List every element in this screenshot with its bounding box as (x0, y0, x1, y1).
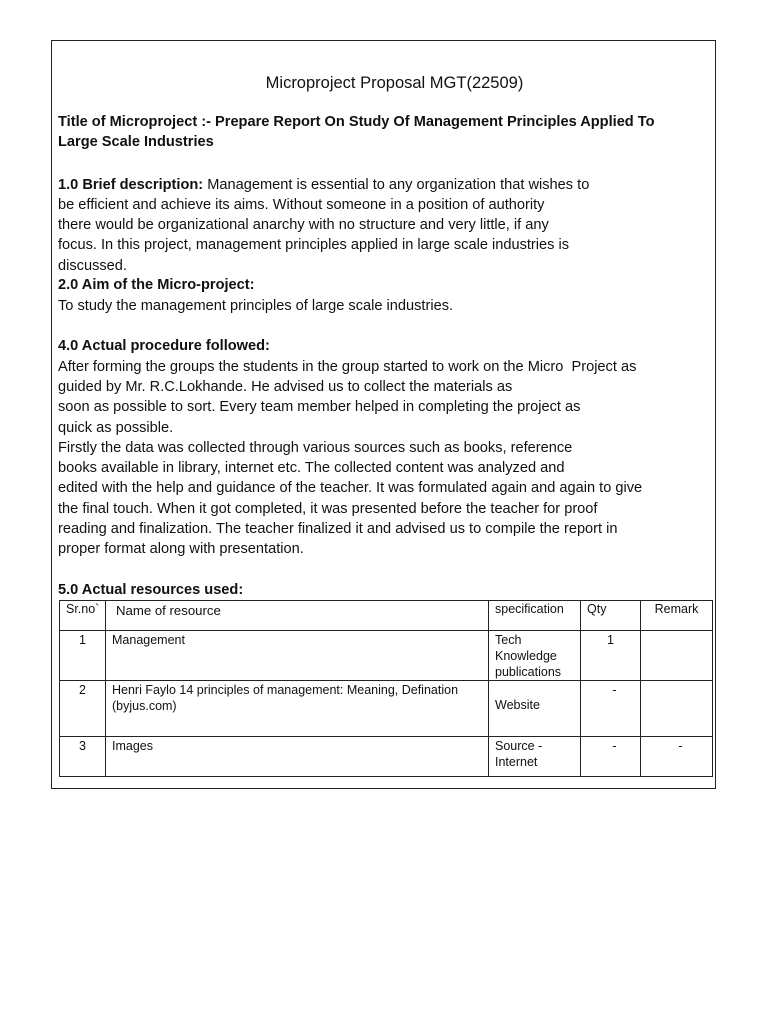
cell-name: Management (106, 631, 489, 681)
table-row (60, 681, 713, 737)
col-header-spec: specification (489, 601, 581, 631)
brief-line-1 (58, 175, 589, 195)
procedure-line: Firstly the data was collected through various sources such as books, reference (58, 440, 573, 456)
cell-qty: - (581, 737, 641, 777)
procedure-line: the final touch. When it got completed, it was presented before the teacher for proof (58, 501, 598, 517)
resources-heading: 5.0 Actual resources used: (58, 582, 244, 598)
cell-spec: Website (489, 681, 581, 737)
page-title: Microproject Proposal MGT(22509) (265, 74, 524, 92)
cell-srno: 3 (60, 737, 106, 777)
col-header-qty: Qty (581, 601, 641, 631)
cell-qty: 1 (581, 631, 641, 681)
col-header-remark: Remark (641, 601, 713, 631)
cell-remark (641, 681, 713, 737)
resources-table (59, 600, 713, 777)
procedure-line: reading and finalization. The teacher finalized it and advised us to compile the report in (58, 521, 618, 537)
brief-line: focus. In this project, management principles applied in large scale industries is (58, 237, 570, 253)
procedure-line: quick as possible. (58, 420, 174, 436)
brief-line: be efficient and achieve its aims. Without someone in a position of authority (58, 197, 545, 213)
procedure-line: books available in library, internet etc. The collected content was analyzed and (58, 460, 565, 476)
procedure-line: edited with the help and guidance of the teacher. It was formulated again and again to give (58, 480, 643, 496)
procedure-line: After forming the groups the students in the group started to work on the Micro Project as (58, 359, 637, 375)
cell-remark (641, 631, 713, 681)
cell-srno: 2 (60, 681, 106, 737)
procedure-line: proper format along with presentation. (58, 541, 304, 557)
brief-line: there would be organizational anarchy with no structure and very little, if any (58, 217, 549, 233)
table-row (60, 631, 713, 681)
col-header-name: Name of resource (106, 601, 489, 631)
cell-remark: - (641, 737, 713, 777)
procedure-line: guided by Mr. R.C.Lokhande. He advised us to collect the materials as (58, 379, 513, 395)
cell-name: Henri Faylo 14 principles of management: Meaning, Defination (byjus.com) (106, 681, 489, 737)
cell-spec: Source - Internet (489, 737, 581, 777)
micro-title-line-2: Large Scale Industries (58, 134, 214, 150)
table-header-row (60, 601, 713, 631)
brief-heading: 1.0 Brief description: (58, 177, 204, 193)
aim-text: To study the management principles of large scale industries. (58, 298, 454, 314)
cell-qty: - (581, 681, 641, 737)
cell-name: Images (106, 737, 489, 777)
table-row (60, 737, 713, 777)
document-frame (51, 40, 716, 789)
brief-text-start: Management is essential to any organization that wishes to (203, 177, 590, 193)
procedure-line: soon as possible to sort. Every team member helped in completing the project as (58, 399, 581, 415)
cell-spec: Tech Knowledge publications (489, 631, 581, 681)
procedure-heading: 4.0 Actual procedure followed: (58, 338, 270, 354)
col-header-srno: Sr.no` (60, 601, 106, 631)
cell-srno: 1 (60, 631, 106, 681)
micro-title-line-1: Title of Microproject :- Prepare Report On Study Of Management Principles Applied To (58, 114, 655, 130)
aim-heading: 2.0 Aim of the Micro-project: (58, 277, 255, 293)
brief-line: discussed. (58, 258, 127, 274)
